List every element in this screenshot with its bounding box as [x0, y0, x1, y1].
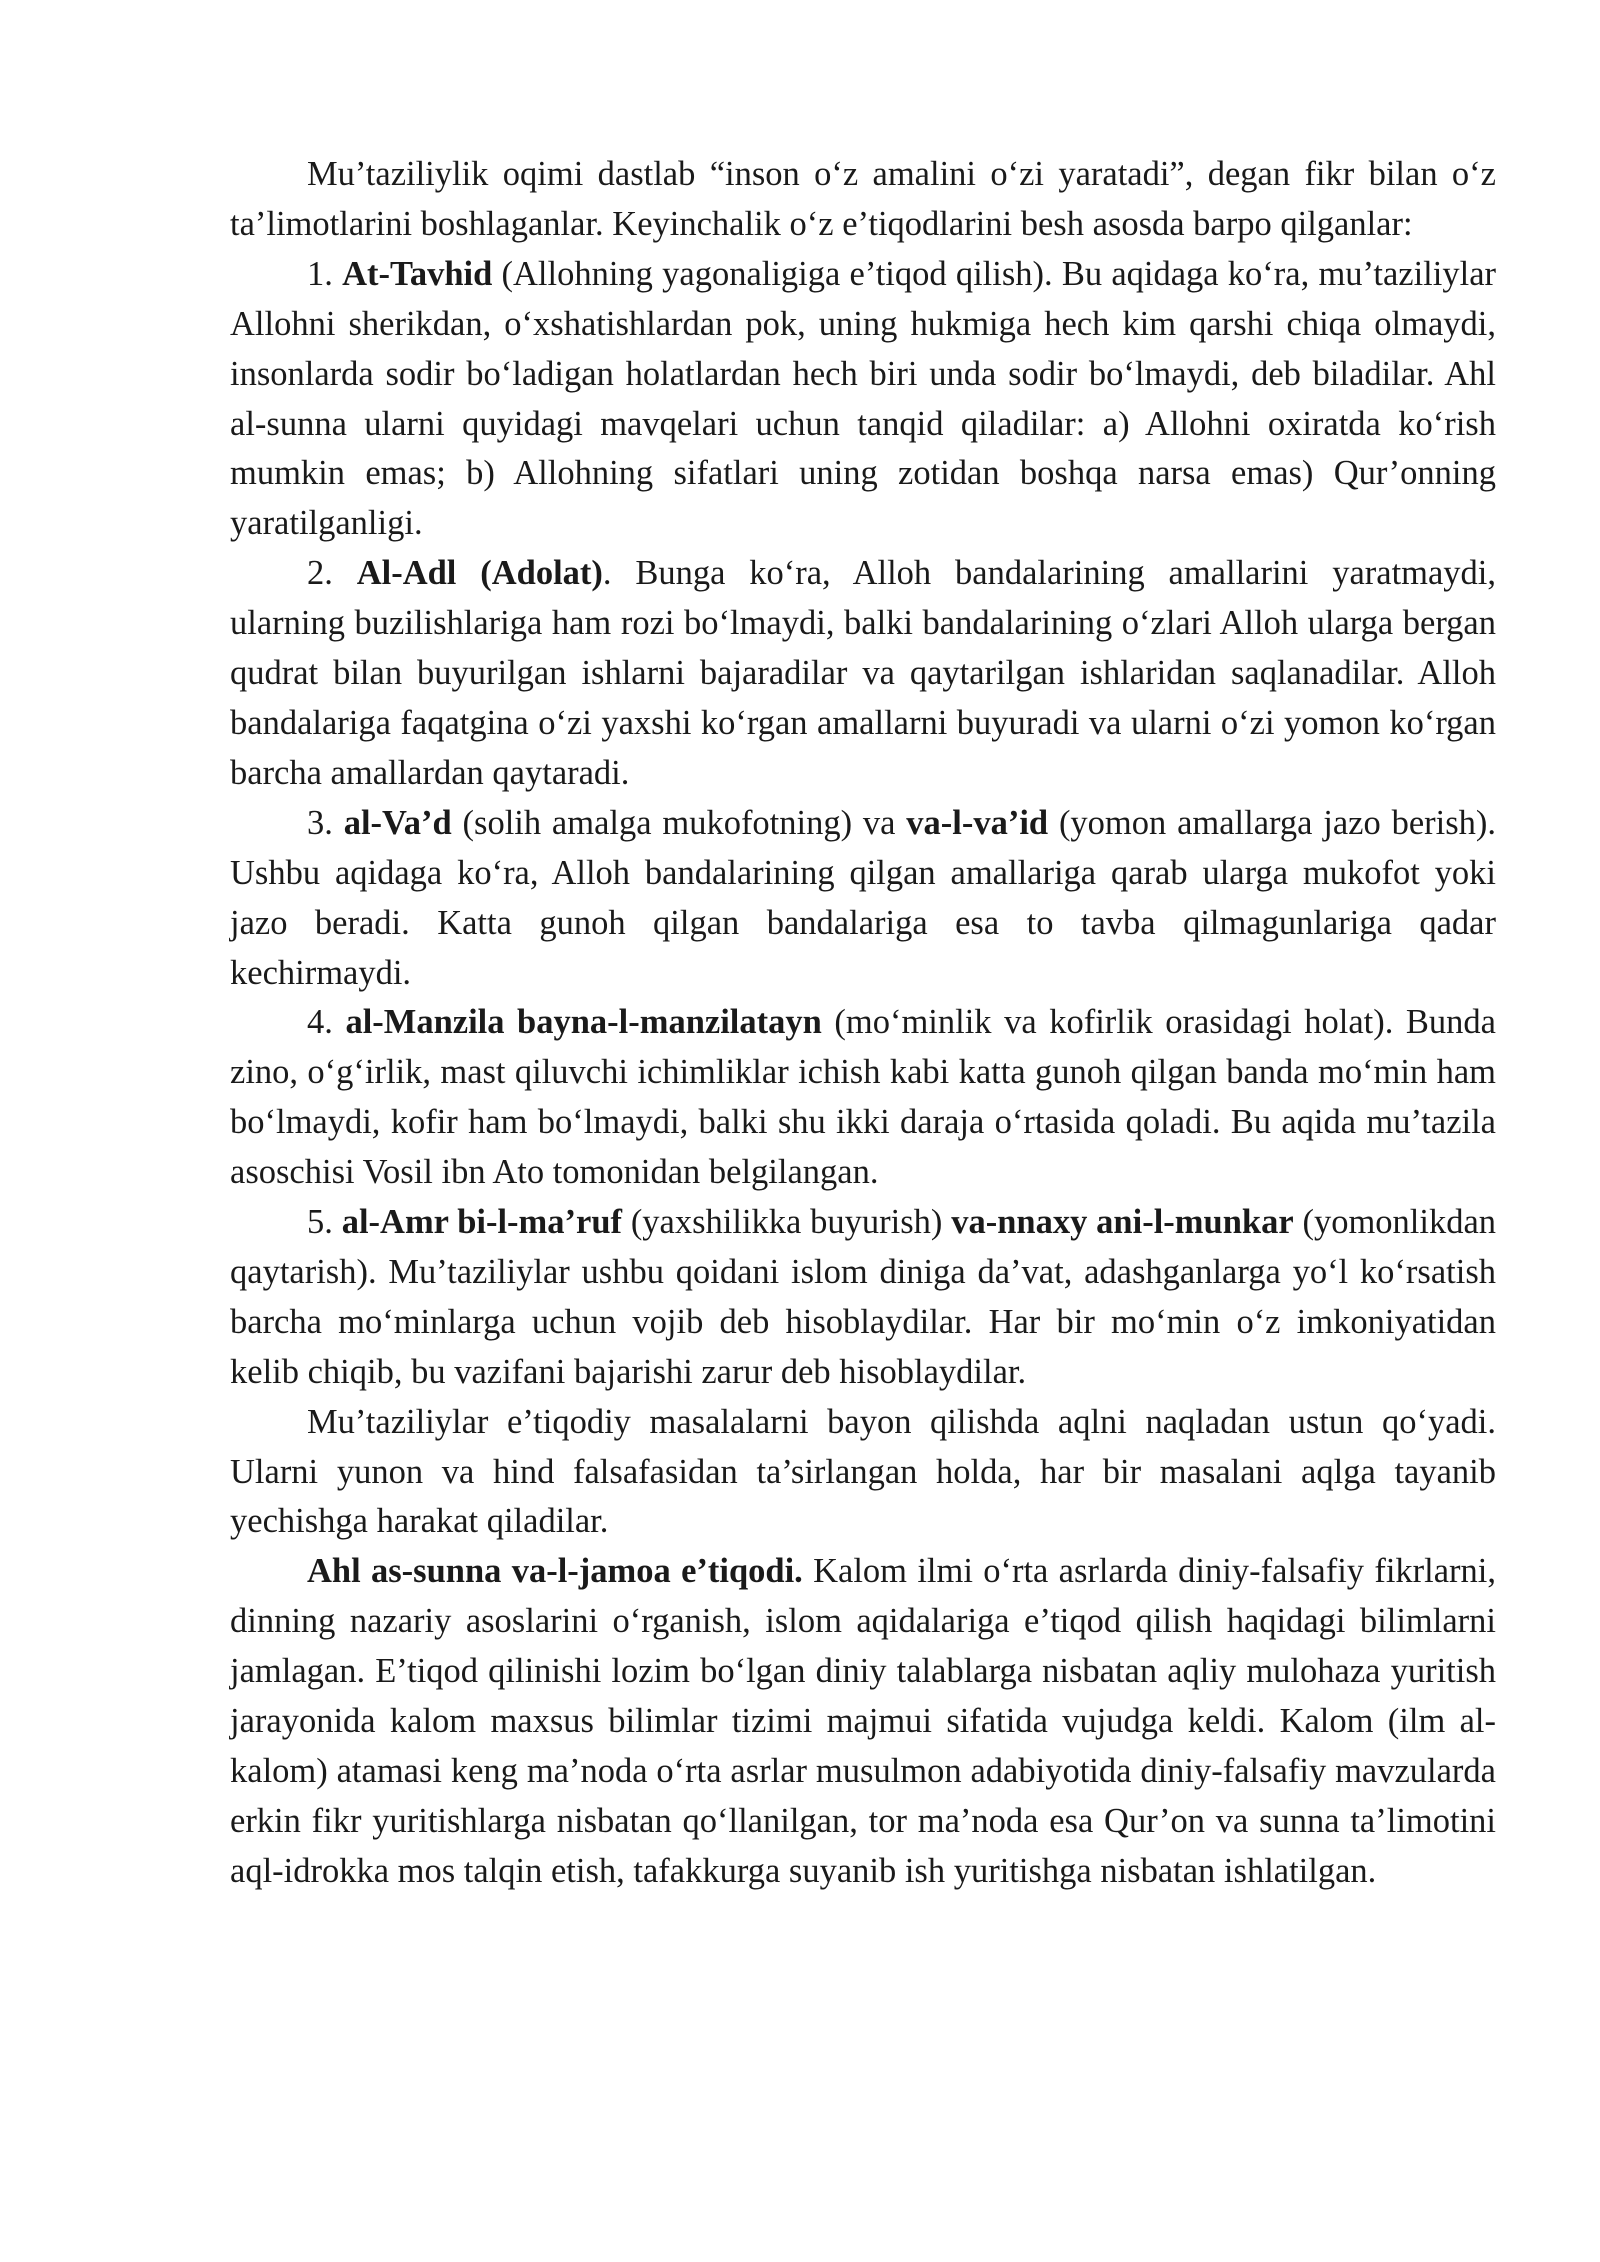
text-segment: Mu’taziliylik oqimi dastlab “inson o‘z amalini o‘zi yaratadi”, degan fikr bilan o‘z ta’limotlarini boshlaganlar. Keyinchalik o‘z e’tiqodlarini besh asosda barpo qilganlar:: [230, 155, 1496, 243]
item-number: 3.: [307, 803, 344, 842]
text-segment: (solih amalga mukofotning) va: [451, 803, 907, 842]
term-va-l-vaid: va-l-va’id: [906, 803, 1049, 842]
term-al-vad: al-Va’d: [343, 803, 452, 842]
text-segment: . Bunga ko‘ra, Alloh bandalarining amallarini yaratmaydi, ularning buzilishlariga ham rozi bo‘lmaydi, balki bandalarining o‘zlari Alloh ularga bergan qudrat bilan buyurilgan ishlarni bajaradilar va qaytarilgan ishlaridan saqlanadilar. Alloh bandalariga faqatgina o‘zi yaxshi ko‘rgan amallarni buyuradi va ularni o‘zi yomon ko‘rgan barcha amallardan qaytaradi.: [230, 554, 1497, 792]
document-page: [230, 150, 1496, 1897]
term-va-nnaxy: va-nnaxy ani-l-munkar: [951, 1203, 1294, 1242]
paragraph-reason: [230, 1398, 1496, 1548]
term-at-tavhid: At-Tavhid: [342, 254, 493, 293]
text-segment: (mo‘minlik va kofirlik orasidagi holat). Bunda zino, o‘g‘irlik, mast qiluvchi ichimliklar ichish kabi katta gunoh qilgan banda mo‘min ham bo‘lmaydi, kofir ham bo‘lmaydi, balki shu ikki daraja o‘rtasida qoladi. Bu aqida mu’tazila asoschisi Vosil ibn Ato tomonidan belgilangan.: [230, 1003, 1496, 1192]
item-number: 2.: [307, 554, 357, 593]
list-item-manzila: [230, 998, 1496, 1198]
text-segment: (yaxshilikka buyurish): [622, 1203, 952, 1242]
text-segment: (Allohning yagonaligiga e’tiqod qilish). Bu aqidaga ko‘ra, mu’taziliylar Allohni sherikdan, o‘xshatishlardan pok, uning hukmiga hech kim qarshi chiqa olmaydi, insonlarda sodir bo‘ladigan holatlardan hech biri unda sodir bo‘lmaydi, deb biladilar. Ahl al-sunna ularni quyidagi mavqelari uchun tanqid qiladilar: a) Allohni oxiratda ko‘rish mumkin emas; b) Allohning sifatlari uning zotidan boshqa narsa emas) Qur’onning yaratilganligi.: [230, 254, 1496, 543]
item-number: 5.: [307, 1203, 342, 1242]
item-number: 4.: [307, 1003, 346, 1042]
list-item-adl: [230, 549, 1496, 799]
text-segment: (yomonlikdan qaytarish). Mu’taziliylar ushbu qoidani islom diniga da’vat, adashganlarga yo‘l ko‘rsatish barcha mo‘minlarga uchun vojib deb hisoblaydilar. Har bir mo‘min o‘z imkoniyatidan kelib chiqib, bu vazifani bajarishi zarur deb hisoblaydilar.: [230, 1203, 1497, 1391]
list-item-vad: [230, 799, 1496, 999]
term-al-manzila: al-Manzila bayna-l-manzilatayn: [345, 1003, 822, 1042]
paragraph-intro: [230, 150, 1496, 250]
list-item-amr: [230, 1198, 1496, 1398]
section-heading-ahl-sunna: Ahl as-sunna va-l-jamoa e’tiqodi.: [307, 1552, 803, 1591]
item-number: 1.: [307, 254, 343, 293]
list-item-tavhid: [230, 250, 1496, 549]
text-segment: Kalom ilmi o‘rta asrlarda diniy-falsafiy fikrlarni, dinning nazariy asoslarini o‘rganish, islom aqidalariga e’tiqod qilish haqidagi bilimlarni jamlagan. E’tiqod qilinishi lozim bo‘lgan diniy talablarga nisbatan aqliy mulohaza yuritish jarayonida kalom maxsus bilimlar tizimi majmui sifatida vujudga keldi. Kalom (ilm al-kalom) atamasi keng ma’noda o‘rta asrlar musulmon adabiyotida diniy-falsafiy mavzularda erkin fikr yuritishlarga nisbatan qo‘llanilgan, tor ma’noda esa Qur’on va sunna ta’limotini aql-idrokka mos talqin etish, tafakkurga suyanib ish yuritishga nisbatan ishlatilgan.: [230, 1552, 1497, 1890]
term-al-adl: Al-Adl (Adolat): [356, 554, 603, 593]
term-al-amr: al-Amr bi-l-ma’ruf: [341, 1203, 622, 1242]
paragraph-ahl-sunna: [230, 1547, 1496, 1896]
text-segment: (yomon amallarga jazo berish). Ushbu aqidaga ko‘ra, Alloh bandalarining qilgan amallariga qarab ularga mukofot yoki jazo beradi. Katta gunoh qilgan bandalariga esa to tavba qilmagunlariga qadar kechirmaydi.: [230, 803, 1496, 992]
text-segment: Mu’taziliylar e’tiqodiy masalalarni bayon qilishda aqlni naqladan ustun qo‘yadi. Ularni yunon va hind falsafasidan ta’sirlangan holda, har bir masalani aqlga tayanib yechishga harakat qiladilar.: [230, 1402, 1496, 1541]
